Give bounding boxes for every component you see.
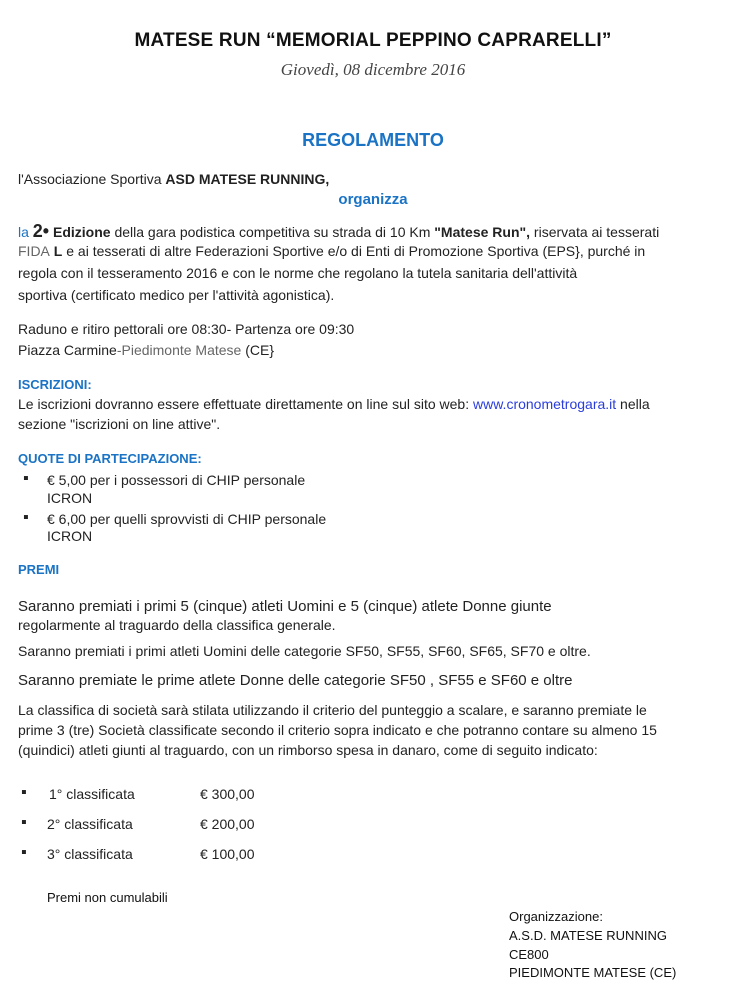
raduno-province: (CE} — [241, 342, 275, 358]
footer-line4: PIEDIMONTE MATESE (CE) — [509, 965, 677, 980]
iscrizioni-text: Le iscrizioni dovranno essere effettuate direttamente on line sul sito web: — [18, 396, 473, 412]
paragraph1-line3: regola con il tesseramento 2016 e con le norme che regolano la tutela sanitaria dell'attività — [18, 265, 578, 281]
organizza-label: organizza — [338, 191, 408, 208]
quote-item-2-line1: € 6,00 per quelli sprovvisti di CHIP personale — [47, 511, 327, 527]
p1-text: della gara podistica competitiva su strada di 10 Km — [110, 224, 435, 240]
classifica-amount-3: € 100,00 — [200, 846, 255, 862]
association-name: ASD MATESE RUNNING, — [165, 171, 330, 187]
quote-item-2-line2: ICRON — [47, 528, 93, 544]
premi-p1-line1: Saranno premiati i primi 5 (cinque) atleti Uomini e 5 (cinque) atlete Donne giunte — [18, 598, 552, 615]
section-heading-premi: PREMI — [18, 562, 60, 577]
classifica-amount-1: € 300,00 — [200, 786, 255, 802]
raduno-place: Piazza Carmine — [18, 342, 117, 358]
bullet-dash: ▪ — [23, 470, 29, 487]
raduno-line2 — [18, 342, 274, 358]
classifica-place-2: 2° classificata — [47, 816, 133, 832]
bullet-dash: ▪ — [21, 784, 27, 801]
footer-line3: CE800 — [509, 947, 549, 962]
section-heading-quote: QUOTE DI PARTECIPAZIONE: — [18, 451, 202, 466]
footer-line2: A.S.D. MATESE RUNNING — [509, 928, 667, 943]
document-title: MATESE RUN “MEMORIAL PEPPINO CAPRARELLI” — [134, 30, 612, 51]
premi-p3: Saranno premiate le prime atlete Donne delle categorie SF50 , SF55 e SF60 e oltre — [18, 672, 573, 689]
bullet-dash: ▪ — [21, 844, 27, 861]
event-date: Giovedì, 08 dicembre 2016 — [280, 60, 466, 79]
classifica-place-1: 1° classificata — [49, 786, 135, 802]
raduno-line1: Raduno e ritiro pettorali ore 08:30- Partenza ore 09:30 — [18, 321, 355, 337]
iscrizioni-line1 — [18, 396, 650, 412]
edition-number: 2• — [32, 221, 50, 241]
fidal-a: FIDA — [18, 243, 50, 259]
premi-note: Premi non cumulabili — [47, 890, 168, 905]
section-heading-iscrizioni: ISCRIZIONI: — [18, 377, 92, 392]
premi-p2: Saranno premiati i primi atleti Uomini delle categorie SF50, SF55, SF60, SF65, SF70 e oltre. — [18, 643, 591, 659]
premi-p4-line1: La classifica di società sarà stilata utilizzando il criterio del punteggio a scalare, e saranno premiate le — [18, 702, 647, 718]
cronometrogara-link[interactable]: www.cronometrogara.it — [473, 396, 617, 412]
section-heading-regolamento: REGOLAMENTO — [302, 130, 444, 150]
classifica-amount-2: € 200,00 — [200, 816, 255, 832]
p1-text-end: riservata ai tesserati — [530, 224, 660, 240]
bullet-dash: ▪ — [21, 814, 27, 831]
intro-line — [18, 171, 329, 187]
premi-p1-line2: regolarmente al traguardo della classifica generale. — [18, 617, 336, 633]
paragraph1-line2 — [18, 243, 645, 259]
raduno-town: -Piedimonte Matese — [116, 342, 242, 358]
race-name: "Matese Run", — [434, 224, 531, 240]
quote-item-1-line2: ICRON — [47, 490, 93, 506]
fidal-b: L — [49, 243, 63, 259]
paragraph1-line4: sportiva (certificato medico per l'attività agonistica). — [18, 287, 335, 303]
quote-item-1-line1: € 5,00 per i possessori di CHIP personale — [47, 472, 306, 488]
iscrizioni-text-end: nella — [616, 396, 650, 412]
p1-line2-text: e ai tesserati di altre Federazioni Sportive e/o di Enti di Promozione Sportiva (EPS}, purché in — [62, 243, 646, 259]
premi-p4-line3: (quindici) atleti giunti al traguardo, con un rimborso spesa in danaro, come di seguito indicato: — [18, 742, 598, 758]
intro-prefix: l'Associazione Sportiva — [18, 171, 166, 187]
classifica-place-3: 3° classificata — [47, 846, 133, 862]
edition-word: Edizione — [49, 224, 111, 240]
bullet-dash: ▪ — [23, 509, 29, 526]
footer-line1: Organizzazione: — [509, 909, 603, 924]
premi-p4-line2: prime 3 (tre) Società classificate secondo il criterio sopra indicato e che potranno contare su almeno 15 — [18, 722, 657, 738]
paragraph1-line1 — [18, 221, 659, 242]
iscrizioni-line2: sezione "iscrizioni on line attive". — [18, 416, 221, 432]
p1-prefix: la — [18, 224, 33, 240]
